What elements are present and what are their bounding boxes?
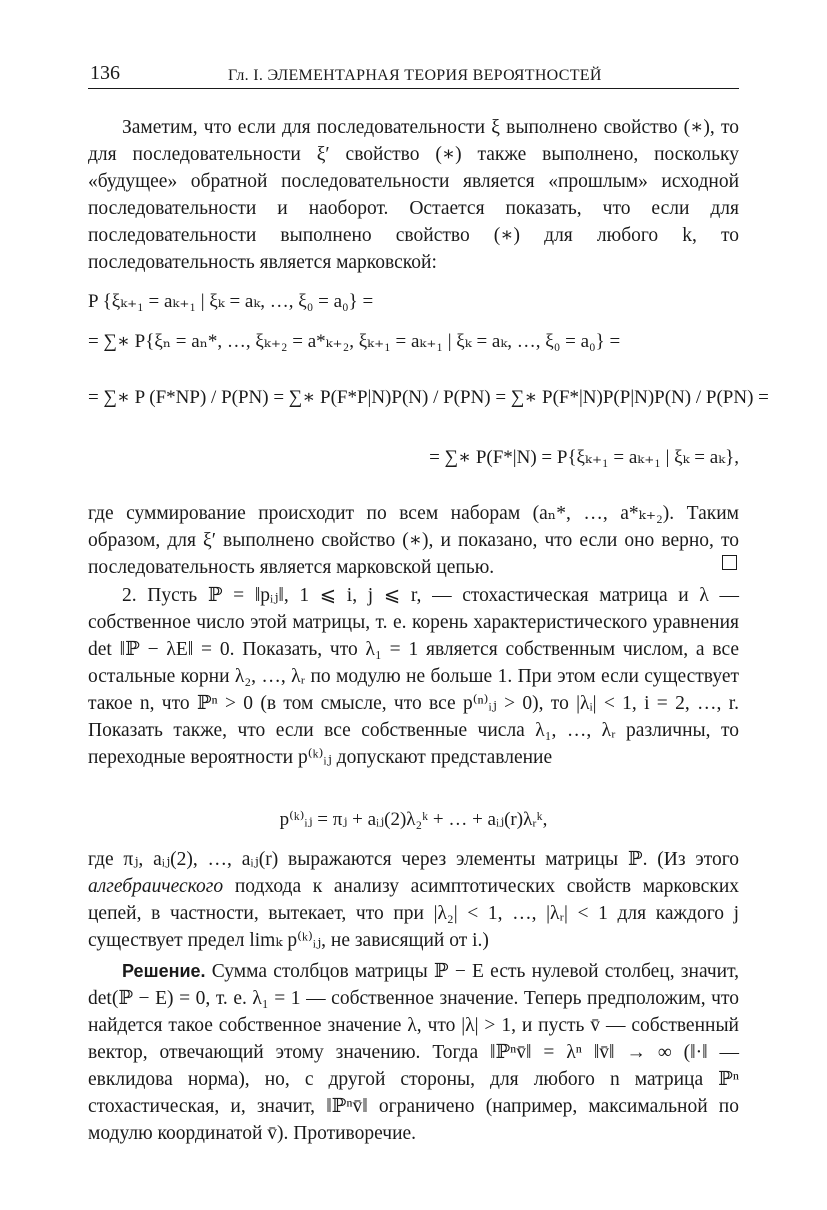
formula-transition-probabilities: p⁽ᵏ⁾ᵢⱼ = πⱼ + aᵢⱼ(2)λ₂ᵏ + … + aᵢⱼ(r)λᵣᵏ, xyxy=(279,809,548,830)
paragraph-algebraic xyxy=(88,846,739,954)
formula-line-3: = ∑∗ P (F*NP) / P(PN) = ∑∗ P(F*P|N)P(N) / P(PN) = ∑∗ P(F*|N)P(P|N)P(N) / P(PN) = xyxy=(88,387,769,408)
formula-line-2: = ∑∗ P{ξₙ = aₙ*, …, ξₖ₊₂ = a*ₖ₊₂, ξₖ₊₁ = aₖ₊₁ | ξₖ = aₖ, …, ξ₀ = a₀} = xyxy=(88,331,621,352)
paragraph-summation: где суммирование происходит по всем наборам (aₙ*, …, a*ₖ₊₂). Таким образом, для ξ′ выполнено свойство (∗), и показано, что если оно верно, то последовательность является марковской цепью. xyxy=(88,503,739,578)
paragraph-algebraic-text-a: где πⱼ, aᵢⱼ(2), …, aᵢⱼ(r) выражаются через элементы матрицы ℙ. (Из этого xyxy=(88,849,739,870)
page-header xyxy=(88,56,739,89)
page-number: 136 xyxy=(90,62,120,84)
problem-2: 2. Пусть ℙ = ‖pᵢⱼ‖, 1 ⩽ i, j ⩽ r, — стохастическая матрица и λ — собственное число этой матрицы, т. е. корень характеристического уравнения det ‖ℙ − λE‖ = 0. Показать, что λ₁ = 1 является собственным числом, а все остальные корни λ₂, …, λᵣ по модулю не больше 1. При этом если существует такое n, что ℙⁿ > 0 (в том смысле, что все p⁽ⁿ⁾ᵢⱼ > 0), то |λᵢ| < 1, i = 2, …, r. Показать также, что если все собственные числа λ₁, …, λᵣ различны, то переходные вероятности p⁽ᵏ⁾ᵢⱼ допускают представление xyxy=(88,585,739,768)
qed-square-icon xyxy=(722,555,737,570)
solution-paragraph xyxy=(88,958,739,1147)
paragraph-algebraic-text-b: подхода к анализу асимптотических свойств марковских цепей, в частности, вытекает, что при |λ₂| < 1, …, |λᵣ| < 1 для каждого j существует предел limₖ p⁽ᵏ⁾ᵢⱼ, не зависящий от i.) xyxy=(88,876,739,951)
formula-line-4: = ∑∗ P(F*|N) = P{ξₖ₊₁ = aₖ₊₁ | ξₖ = aₖ}, xyxy=(429,447,739,468)
emphasis-algebraic: алгебраического xyxy=(88,876,224,897)
solution-text: Сумма столбцов матрицы ℙ − E есть нулевой столбец, значит, det(ℙ − E) = 0, т. е. λ₁ = 1 — собственное значение. Теперь предположим, что найдется такое собственное значение λ, что |λ| > 1, и пусть v̄ — собственный вектор, отвечающий этому значению. Тогда ‖ℙⁿv̄‖ = λⁿ ‖v̄‖ → ∞ (‖·‖ — евклидова норма), но, с другой стороны, для любого n матрица ℙⁿ стохастическая, и, значит, ‖ℙⁿv̄‖ ограничено (например, максимальной по модулю координатой v̄). Противоречие. xyxy=(88,961,739,1144)
solution-label: Решение. xyxy=(122,961,206,981)
book-page xyxy=(88,0,769,1210)
formula-line-1: P {ξₖ₊₁ = aₖ₊₁ | ξₖ = aₖ, …, ξ₀ = a₀} = xyxy=(88,291,374,312)
paragraph-intro: Заметим, что если для последовательности ξ выполнено свойство (∗), то для последовательности ξ′ свойство (∗) также выполнено, поскольку «будущее» обратной последовательности является «прошлым» исходной последовательности и наоборот. Остается показать, что если для последовательности выполнено свойство (∗) для любого k, то последовательность является марковской: xyxy=(88,117,739,273)
running-title: Гл. I. ЭЛЕМЕНТАРНАЯ ТЕОРИЯ ВЕРОЯТНОСТЕЙ xyxy=(228,67,602,84)
